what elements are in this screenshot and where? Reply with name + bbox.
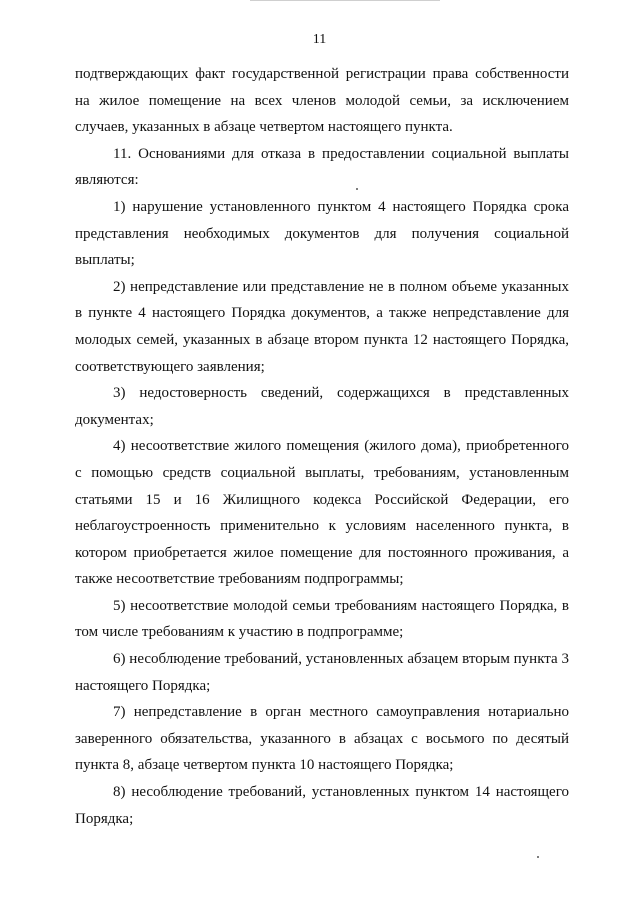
- scan-speck: [537, 856, 539, 858]
- paragraph-item-3: 3) недостоверность сведений, содержащихся в представленных документах;: [75, 385, 569, 428]
- scan-edge-line: [250, 0, 440, 1]
- paragraph-continuation: подтверждающих факт государственной регистрации права собственности на жилое помещение на всех членов молодой семьи, за исключением случаев, указанных в абзаце четвертом настоящего пункта.: [75, 66, 569, 136]
- paragraph-item-7: 7) непредставление в орган местного самоуправления нотариально заверенного обязательства, указанного в абзацах с восьмого по десятый пункта 8, абзаце четвертом пункта 10 настоящего Порядка;: [75, 704, 569, 774]
- paragraph-item-5: 5) несоответствие молодой семьи требованиям настоящего Порядка, в том числе требованиям к участию в подпрограмме;: [75, 597, 569, 641]
- document-body: [75, 61, 569, 832]
- paragraph-item-2: 2) непредставление или представление не в полном объеме указанных в пункте 4 настоящего Порядка документов, а также непредставление для молодых семей, указанных в абзаце втором пункта 12 настоящего Порядка, соответствующего заявления;: [75, 278, 569, 375]
- paragraph-item-6: 6) несоблюдение требований, установленных абзацем вторым пункта 3 настоящего Порядка;: [75, 651, 569, 694]
- paragraph-item-4: 4) несоответствие жилого помещения (жилого дома), приобретенного с помощью средств социальной выплаты, требованиям, установленным статьями 15 и 16 Жилищного кодекса Российской Федерации, его неблагоустроенность применительно к условиям населенного пункта, в котором приобретается жилое помещение для постоянного проживания, а также несоответствие требованиям подпрограммы;: [75, 438, 569, 588]
- page-number: 11: [312, 32, 327, 47]
- paragraph-item-1: 1) нарушение установленного пунктом 4 настоящего Порядка срока представления необходимых документов для получения социальной выплаты;: [75, 198, 569, 269]
- paragraph-item-8: 8) несоблюдение требований, установленных пунктом 14 настоящего Порядка;: [75, 784, 569, 827]
- scan-speck: [356, 188, 358, 190]
- paragraph-clause-11: 11. Основаниями для отказа в предоставлении социальной выплаты являются:: [75, 145, 569, 189]
